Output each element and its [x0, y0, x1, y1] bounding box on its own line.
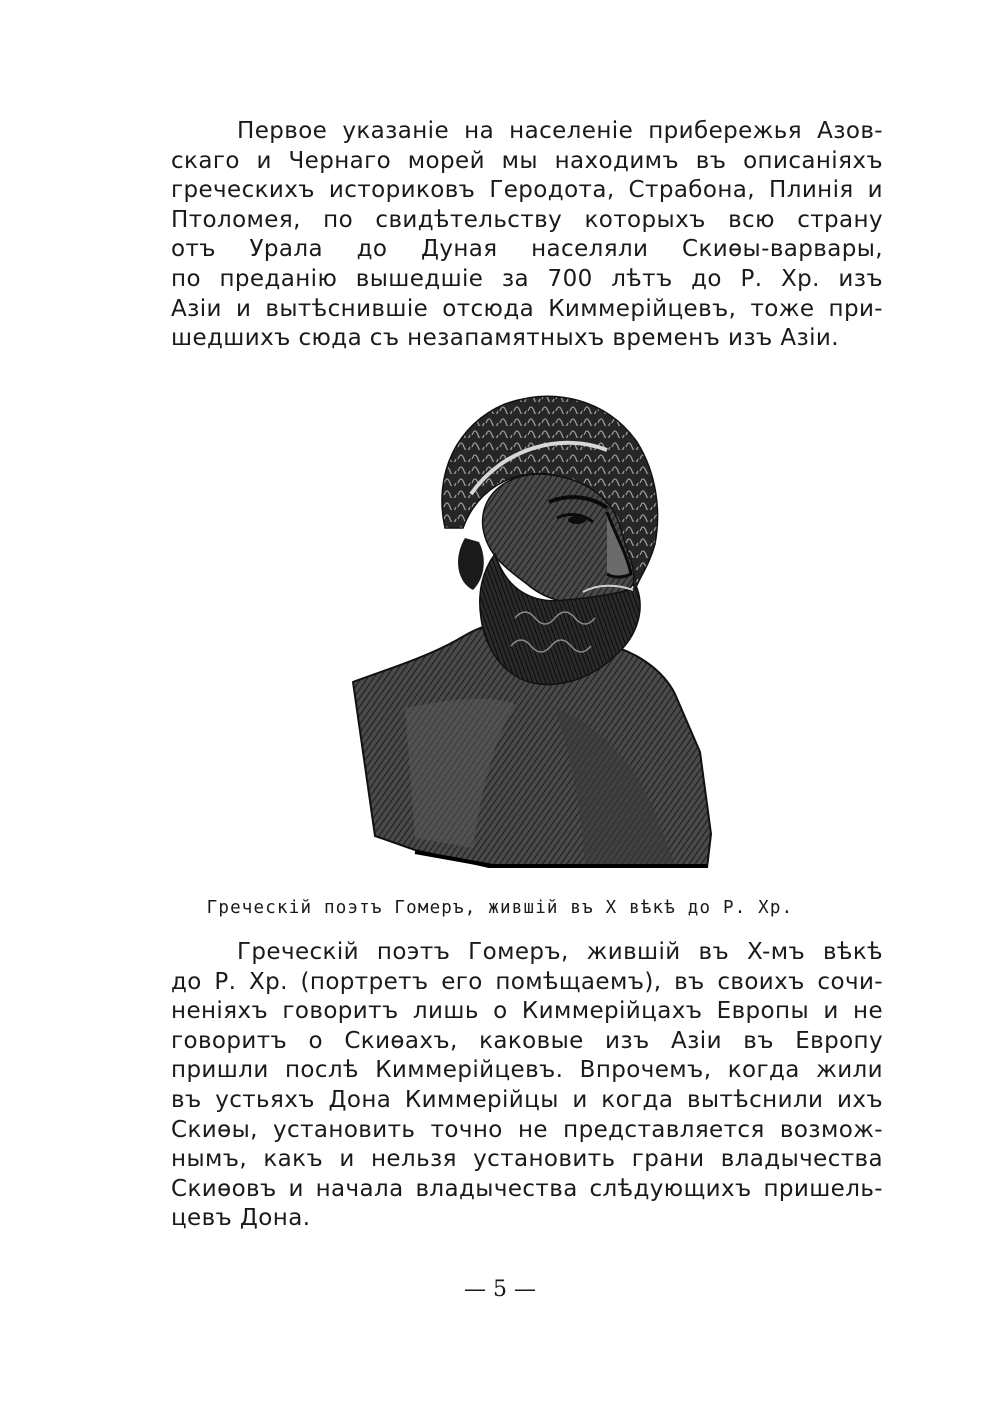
text-line: по преданію вышедшіе за 700 лѣтъ до Р. Хр. изъ	[171, 265, 883, 292]
text-line: скаго и Чернаго морей мы находимъ въ описаніяхъ	[171, 147, 883, 174]
figure-caption: Греческій поэтъ Гомеръ, жившій въ X вѣкѣ до Р. Хр.	[206, 898, 794, 918]
text-line: нымъ, какъ и нельзя установить грани владычества	[171, 1146, 883, 1173]
homer-bust-image	[345, 378, 715, 868]
text-line: пришли послѣ Киммерійцевъ. Впрочемъ, когда жили	[171, 1057, 883, 1084]
text-line: до Р. Хр. (портретъ его помѣщаемъ), въ своихъ сочи-	[171, 968, 883, 995]
text-line: шедшихъ сюда съ незапамятныхъ временъ изъ Азіи.	[171, 325, 839, 352]
text-line: Первое указаніе на населеніе прибережья Азов-	[237, 118, 883, 144]
text-line: говоритъ о Скиѳахъ, каковые изъ Азіи въ Европу	[171, 1027, 883, 1054]
paragraph-homer	[171, 938, 883, 1234]
page-number: — 5 —	[464, 1277, 536, 1302]
text-line: Греческій поэтъ Гомеръ, жившій въ X-мъ вѣкѣ	[237, 939, 883, 965]
text-line: Азіи и вытѣснившіе отсюда Киммерійцевъ, тоже при-	[171, 295, 883, 322]
text-line: въ устьяхъ Дона Киммерійцы и когда вытѣснили ихъ	[171, 1086, 883, 1113]
text-line: Скиѳы, установить точно не представляется возмож-	[171, 1116, 883, 1143]
text-line: греческихъ историковъ Геродота, Страбона, Плинія и	[171, 177, 883, 204]
homer-bust-illustration	[345, 378, 715, 868]
text-line: Птоломея, по свидѣтельству которыхъ всю страну	[171, 206, 883, 233]
text-line: Скиѳовъ и начала владычества слѣдующихъ пришель-	[171, 1175, 883, 1202]
text-line: неніяхъ говоритъ лишь о Киммерійцахъ Европы и не	[171, 998, 883, 1025]
paragraph-intro	[171, 117, 883, 354]
text-line: цевъ Дона.	[171, 1205, 311, 1232]
text-line: отъ Урала до Дуная населяли Скиѳы-варвары,	[171, 236, 883, 263]
